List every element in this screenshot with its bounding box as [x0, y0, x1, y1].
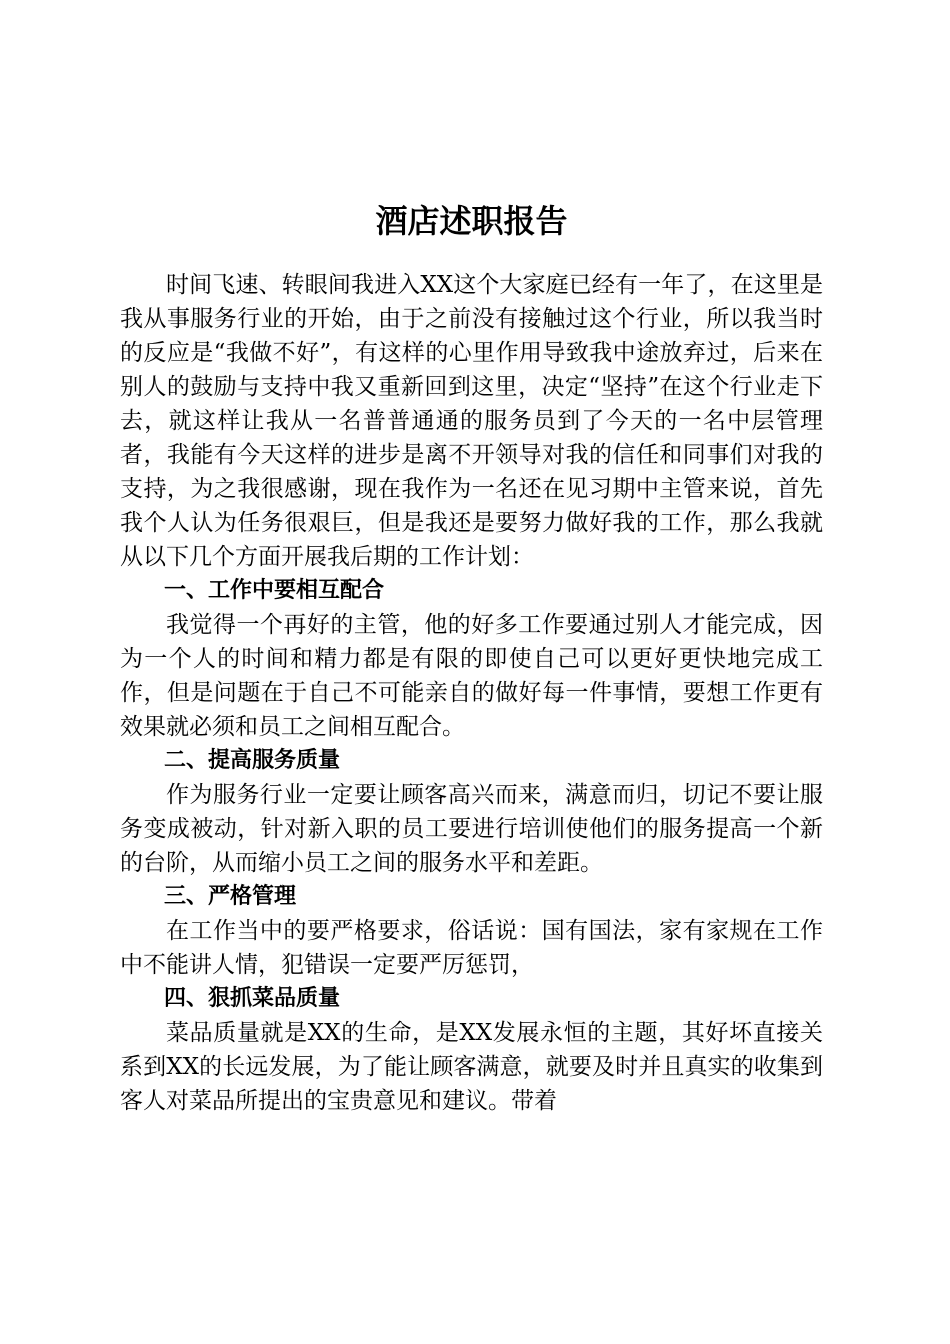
section-paragraph-2: 作为服务行业一定要让顾客高兴而来，满意而归，切记不要让服务变成被动，针对新入职的员工要进行培训使他们的服务提高一个新的台阶，从而缩小员工之间的服务水平和差距。	[120, 782, 823, 876]
section-heading-4: 四、狠抓菜品质量	[164, 986, 341, 1011]
section-paragraph-3: 在工作当中的要严格要求，俗话说：国有国法，家有家规在工作中不能讲人情，犯错误一定要严厉惩罚，	[120, 918, 823, 978]
section-heading-3: 三、严格管理	[164, 884, 297, 909]
document-title: 酒店述职报告	[375, 202, 568, 240]
document-body	[120, 268, 823, 1118]
intro-paragraph: 时间飞速、转眼间我进入XX这个大家庭已经有一年了，在这里是我从事服务行业的开始，由于之前没有接触过这个行业，所以我当时的反应是“我做不好”，有这样的心里作用导致我中途放弃过，后来在别人的鼓励与支持中我又重新回到这里，决定“坚持”在这个行业走下去，就这样让我从一名普普通通的服务员到了今天的一名中层管理者，我能有今天这样的进步是离不开领导对我的信任和同事们对我的支持，为之我很感谢，现在我作为一名还在见习期中主管来说，首先我个人认为任务很艰巨，但是我还是要努力做好我的工作，那么我就从以下几个方面开展我后期的工作计划：	[120, 272, 823, 570]
document-page	[120, 0, 823, 1344]
section-heading-2: 二、提高服务质量	[164, 748, 341, 773]
section-paragraph-1: 我觉得一个再好的主管，他的好多工作要通过别人才能完成，因为一个人的时间和精力都是有限的即使自己可以更好更快地完成工作，但是问题在于自己不可能亲自的做好每一件事情，要想工作更有效果就必须和员工之间相互配合。	[120, 612, 823, 740]
section-heading-1: 一、工作中要相互配合	[164, 578, 385, 603]
section-paragraph-4: 菜品质量就是XX的生命，是XX发展永恒的主题，其好坏直接关系到XX的长远发展，为了能让顾客满意，就要及时并且真实的收集到客人对菜品所提出的宝贵意见和建议。带着	[120, 1020, 823, 1114]
